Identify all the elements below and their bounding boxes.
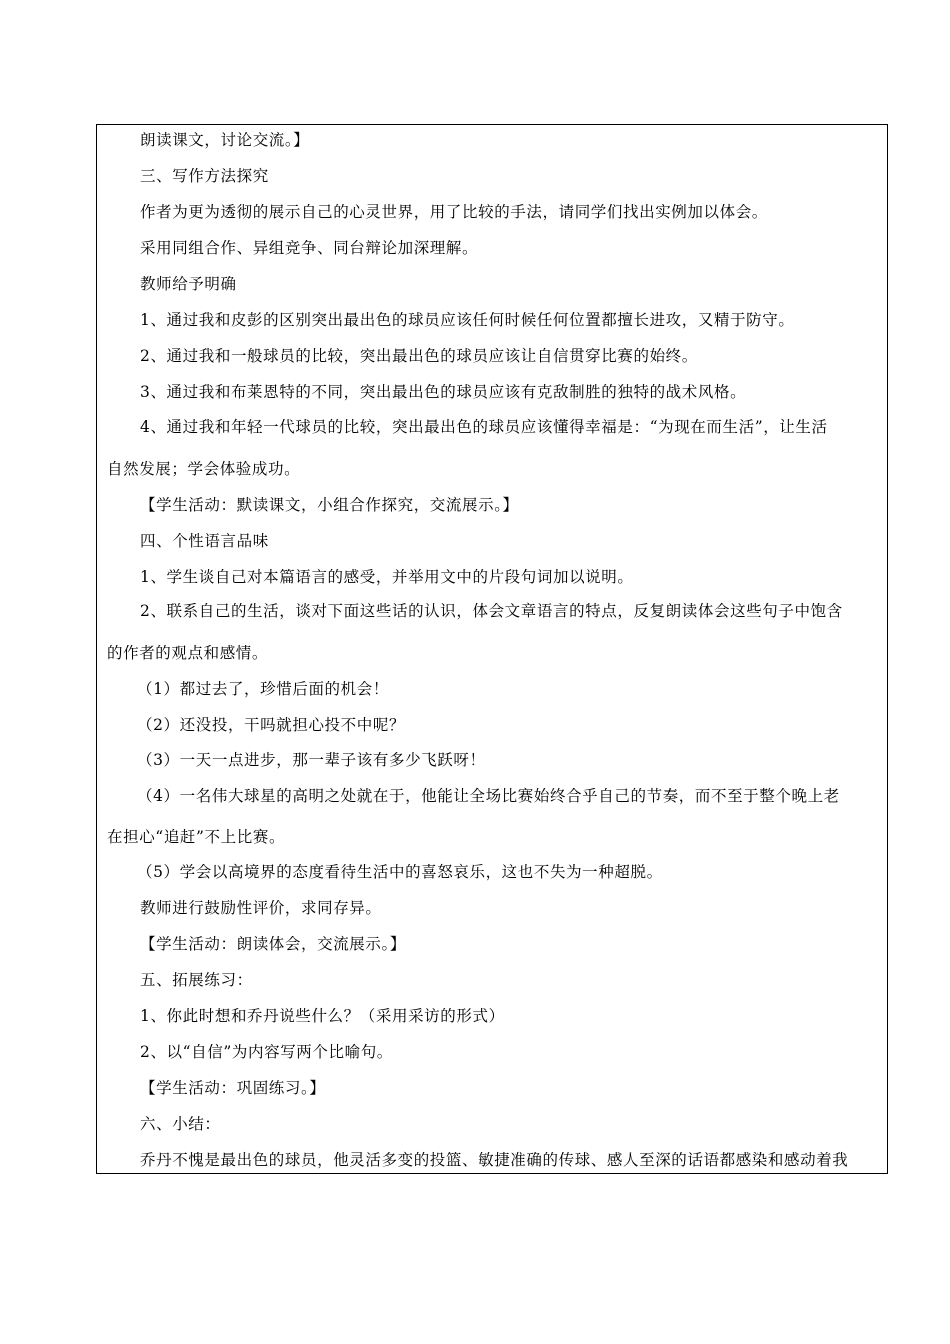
text-line: 采用同组合作、异组竞争、同台辩论加深理解。 <box>140 239 479 257</box>
text-line: 作者为更为透彻的展示自己的心灵世界，用了比较的手法，请同学们找出实例加以体会。 <box>140 203 768 221</box>
activity-note: 【学生活动：朗读体会，交流展示。】 <box>140 935 406 953</box>
text-line: 1、你此时想和乔丹说些什么？（采用采访的形式） <box>140 1007 505 1025</box>
text-line: 2、以“自信”为内容写两个比喻句。 <box>140 1043 393 1061</box>
section-heading: 六、小结： <box>140 1115 221 1133</box>
text-line: 自然发展；学会体验成功。 <box>107 460 301 478</box>
text-line: 教师进行鼓励性评价，求同存异。 <box>140 899 382 917</box>
text-line: 朗读课文，讨论交流。】 <box>140 131 310 149</box>
quote-item: （4）一名伟大球星的高明之处就在于，他能让全场比赛始终合乎自己的节奏，而不至于整个晚上老 <box>137 787 840 805</box>
section-heading: 四、个性语言品味 <box>140 532 269 550</box>
text-line: 2、联系自己的生活，谈对下面这些话的认识，体会文章语言的特点，反复朗读体会这些句子中饱含 <box>140 602 843 620</box>
section-heading: 三、写作方法探究 <box>140 167 269 185</box>
text-line: 1、学生谈自己对本篇语言的感受，并举用文中的片段句词加以说明。 <box>140 568 634 586</box>
text-line: 乔丹不愧是最出色的球员，他灵活多变的投篮、敏捷准确的传球、感人至深的话语都感染和感动着我 <box>140 1151 849 1169</box>
text-line: 1、通过我和皮彭的区别突出最出色的球员应该任何时候任何位置都擅长进攻，又精于防守。 <box>140 311 795 329</box>
text-line: 2、通过我和一般球员的比较，突出最出色的球员应该让自信贯穿比赛的始终。 <box>140 347 698 365</box>
text-line: 3、通过我和布莱恩特的不同，突出最出色的球员应该有克敌制胜的独特的战术风格。 <box>140 383 747 401</box>
quote-item: （2）还没投，干吗就担心投不中呢？ <box>137 716 406 734</box>
lesson-plan-table-cell <box>96 124 888 1174</box>
quote-item: （1）都过去了，珍惜后面的机会！ <box>137 680 389 698</box>
quote-item: （5）学会以高境界的态度看待生活中的喜怒哀乐，这也不失为一种超脱。 <box>137 863 663 881</box>
activity-note: 【学生活动：巩固练习。】 <box>140 1079 326 1097</box>
text-line: 的作者的观点和感情。 <box>107 644 269 662</box>
text-line: 4、通过我和年轻一代球员的比较，突出最出色的球员应该懂得幸福是：“为现在而生活”，让生活 <box>140 418 828 436</box>
quote-item: （3）一天一点进步，那一辈子该有多少飞跃呀！ <box>137 751 486 769</box>
text-line: 教师给予明确 <box>140 275 237 293</box>
text-line: 在担心“追赶”不上比赛。 <box>107 828 286 846</box>
section-heading: 五、拓展练习： <box>140 971 253 989</box>
activity-note: 【学生活动：默读课文，小组合作探究，交流展示。】 <box>140 496 519 514</box>
